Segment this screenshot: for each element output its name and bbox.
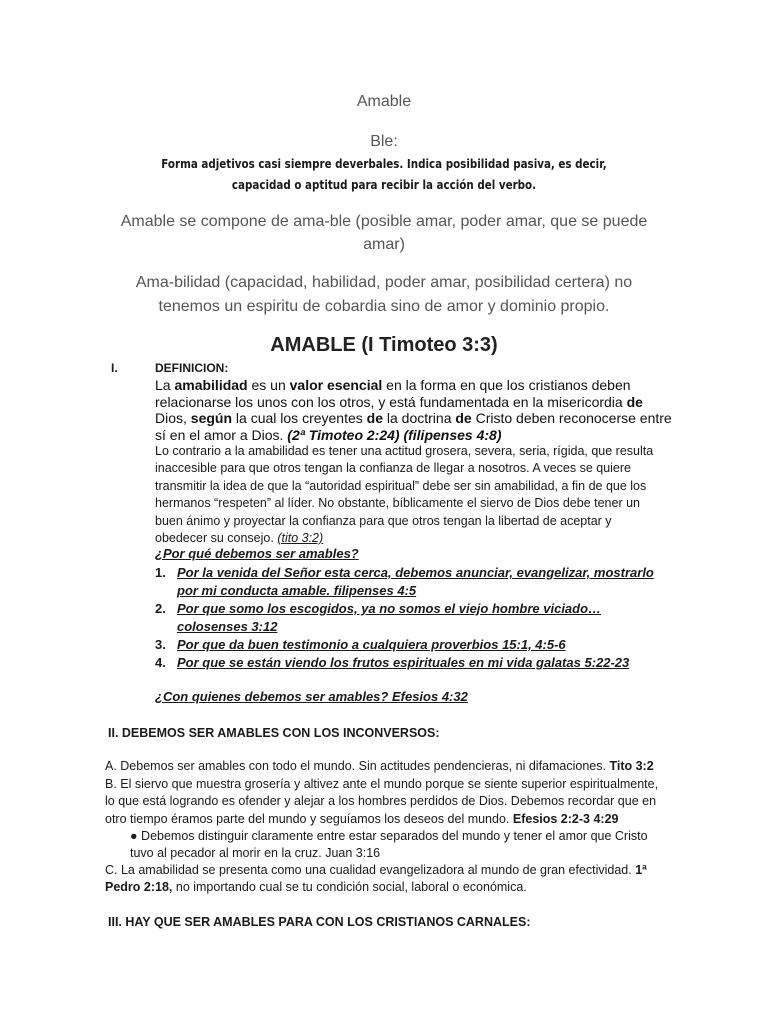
section2-point-c: C. La amabilidad se presenta como una cualidad evangelizadora al mundo de gran efectividad. 1ª Pedro 2:18, no importando cual se tu condición social, laboral o económica. (105, 863, 647, 895)
contrario-reference: (tito 3:2) (277, 531, 324, 546)
compone-paragraph: Amable se compone de ama-ble (posible amar, poder amar, que se puede amar) (120, 213, 648, 253)
reason-item: 2. Por que somo los escogidos, ya no somos el viejo hombre viciado… colosenses 3:12 (155, 601, 602, 634)
contrario-paragraph: Lo contrario a la amabilidad es tener una actitud grosera, severa, seria, rígida, que resulta inaccesible para que otros tengan la confianza de llegar a nosotros. A veces se quiere transmitir la idea de que la “autoridad espiritual” debe ser sin amabilidad, a fin de que los hermanos “respeten” al líder. No obstante, bíblicamente el siervo de Dios debe tener un buen ánimo y proyectar la confianza para que otros tengan la libertad de aceptar y obedecer su consejo. (tito 3:2) (155, 444, 654, 546)
section2-heading: II. DEBEMOS SER AMABLES CON LOS INCONVERSOS: (108, 726, 440, 740)
bullet-icon: ● (130, 829, 138, 843)
section1-heading: DEFINICION: (155, 361, 229, 375)
who-question: ¿Con quienes debemos ser amables? Efesios 4:32 (155, 689, 468, 704)
section2-point-a: A. Debemos ser amables con todo el mundo. Sin actitudes pendencieras, ni difamaciones. Tito 3:2 (105, 759, 654, 773)
main-heading: AMABLE (I Timoteo 3:3) (270, 334, 498, 356)
section2-bullet: ● Debemos distinguir claramente entre estar separados del mundo y tener el amor que Cristo tuvo al pecador al morir en la cruz. Juan 3:16 (130, 829, 648, 861)
reason-item: 3. Por que da buen testimonio a cualquiera proverbios 15:1, 4:5-6 (155, 637, 566, 652)
doc-title: Amable (356, 93, 412, 110)
definition-paragraph: La amabilidad es un valor esencial en la forma en que los cristianos deben relacionarse los unos con los otros, y está fundamentada en la misericordia de Dios, según la cual los creyentes de la doctrina de Cristo deben reconocerse entre sí en el amor a Dios. (2ª Timoteo 2:24) (filipenses 4:8) (155, 377, 672, 443)
reason-item: 1. Por la venida del Señor esta cerca, debemos anunciar, evangelizar, mostrarlo por mi conducta amable. filipenses 4:5 (155, 565, 654, 598)
definition-reference: (2ª Timoteo 2:24) (filipenses 4:8) (287, 426, 502, 443)
section1-number: I. (111, 361, 118, 375)
ble-definition: Forma adjetivos casi siempre deverbales. Indica posibilidad pasiva, es decir, capacidad o aptitud para recibir la acción del verbo. (161, 157, 607, 192)
reason-item: 4. Por que se están viendo los frutos espirituales en mi vida galatas 5:22-23 (155, 655, 630, 670)
section3-heading: III. HAY QUE SER AMABLES PARA CON LOS CRISTIANOS CARNALES: (108, 915, 531, 929)
ble-heading: Ble: (370, 133, 398, 150)
why-question: ¿Por qué debemos ser amables? (155, 546, 359, 561)
amabilidad-paragraph: Ama-bilidad (capacidad, habilidad, poder amar, posibilidad certera) no tenemos un espiritu de cobardia sino de amor y dominio propio. (135, 274, 633, 315)
section2-point-b: B. El siervo que muestra grosería y altivez ante el mundo porque se siente superior espiritualmente, lo que está logrando es ofender y alejar a los hombres perdidos de Dios. Debemos recordar que en otro tiempo éramos parte del mundo y seguíamos los deseos del mundo. Efesios 2:2-3 4:29 (105, 777, 659, 826)
